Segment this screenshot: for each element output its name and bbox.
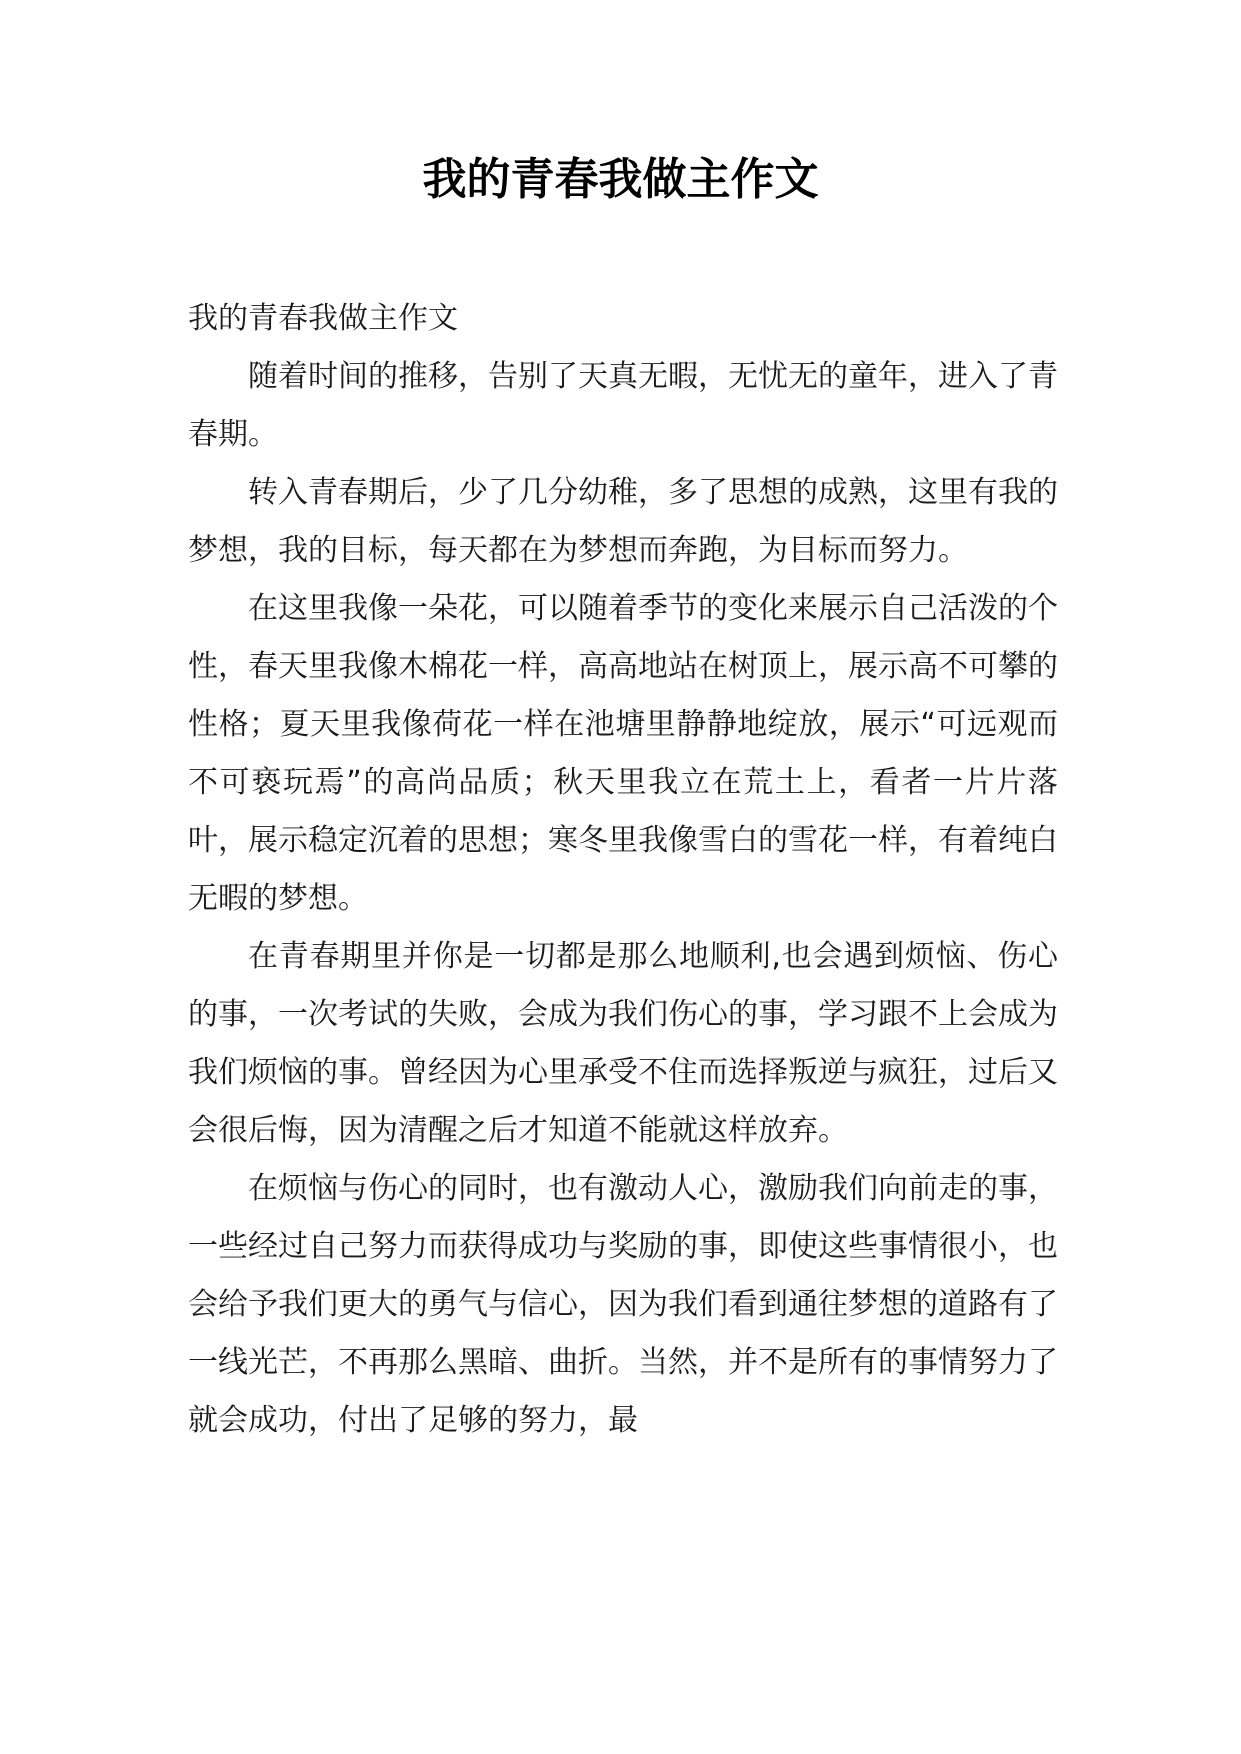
document-title: 我的青春我做主作文 (422, 154, 819, 205)
paragraph-3: 在这里我像一朵花，可以随着季节的变化来展示自己活泼的个性，春天里我像木棉花一样，高高地站在树顶上，展示高不可攀的性格；夏天里我像荷花一样在池塘里静静地绽放，展示“可远观而不可亵玩焉”的高尚品质；秋天里我立在荒土上，看者一片片落叶，展示稳定沉着的思想；寒冬里我像雪白的雪花一样，有着纯白无暇的梦想。 (188, 591, 1058, 916)
paragraph-2: 转入青春期后，少了几分幼稚，多了思想的成熟，这里有我的梦想，我的目标，每天都在为梦想而奔跑，为目标而努力。 (188, 475, 1058, 568)
document-subtitle: 我的青春我做主作文 (188, 301, 458, 336)
paragraph-1: 随着时间的推移，告别了天真无暇，无忧无的童年，进入了青春期。 (188, 359, 1058, 452)
paragraph-5: 在烦恼与伤心的同时，也有激动人心，激励我们向前走的事，一些经过自己努力而获得成功与奖励的事，即使这些事情很小，也会给予我们更大的勇气与信心，因为我们看到通往梦想的道路有了一线光芒，不再那么黑暗、曲折。当然，并不是所有的事情努力了就会成功，付出了足够的努力，最 (188, 1171, 1058, 1438)
paragraph-4: 在青春期里并你是一切都是那么地顺利,也会遇到烦恼、伤心的事，一次考试的失败，会成为我们伤心的事，学习跟不上会成为我们烦恼的事。曾经因为心里承受不住而选择叛逆与疯狂，过后又会很后悔，因为清醒之后才知道不能就这样放弃。 (188, 939, 1058, 1148)
document-body (188, 290, 1058, 1450)
